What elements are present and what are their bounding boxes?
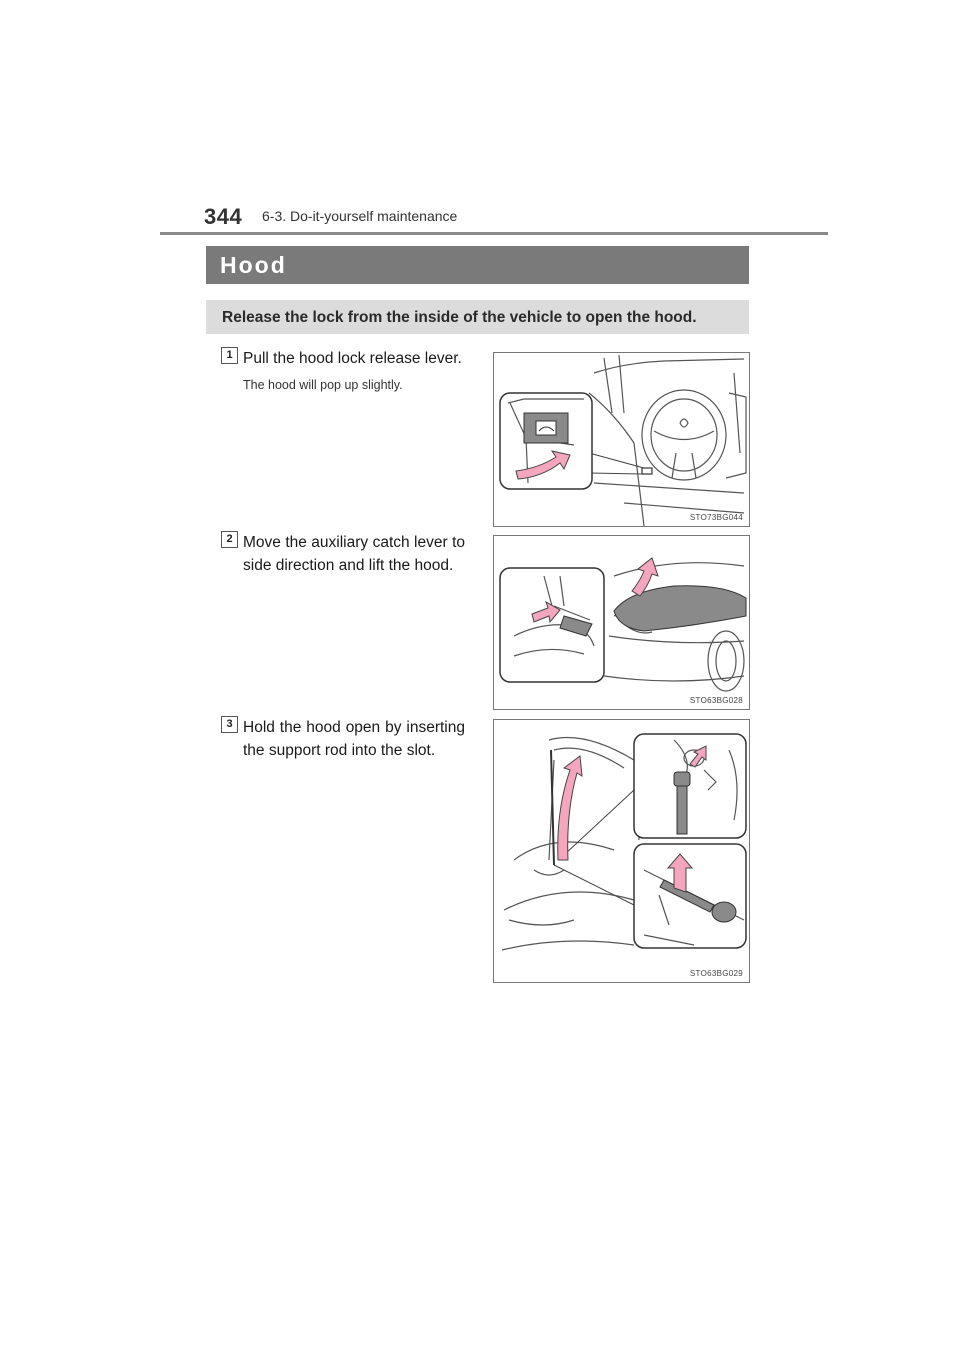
figure-code-1: STO73BG044 bbox=[689, 513, 743, 522]
illustration-hood-open-support-rod bbox=[494, 720, 749, 982]
intro-bar bbox=[206, 300, 749, 334]
step-1-text: Pull the hood lock release lever. bbox=[243, 350, 462, 367]
illustration-car-front-hood bbox=[494, 536, 749, 709]
figure-support-rod bbox=[493, 719, 750, 983]
figure-auxiliary-catch bbox=[493, 535, 750, 710]
step-number-1: 1 bbox=[221, 347, 238, 364]
intro-text: Release the lock from the inside of the vehicle to open the hood. bbox=[222, 309, 697, 326]
header-rule bbox=[160, 232, 828, 235]
section-reference: 6-3. Do-it-yourself maintenance bbox=[262, 208, 458, 224]
page-number: 344 bbox=[204, 204, 243, 229]
figure-code-3: STO63BG029 bbox=[689, 969, 743, 978]
figure-code-2: STO63BG028 bbox=[689, 696, 743, 705]
step-3-text: Hold the hood open by inserting the support rod into the slot. bbox=[243, 719, 465, 759]
section-title: Hood bbox=[220, 252, 287, 278]
step-2-text: Move the auxiliary catch lever to side direction and lift the hood. bbox=[243, 534, 465, 574]
figure-hood-release-lever bbox=[493, 352, 750, 527]
step-number-3: 3 bbox=[221, 716, 238, 733]
step-1-note: The hood will pop up slightly. bbox=[243, 378, 403, 392]
step-number-2: 2 bbox=[221, 531, 238, 548]
illustration-dashboard-lever bbox=[494, 353, 749, 526]
section-title-bar bbox=[206, 246, 749, 284]
